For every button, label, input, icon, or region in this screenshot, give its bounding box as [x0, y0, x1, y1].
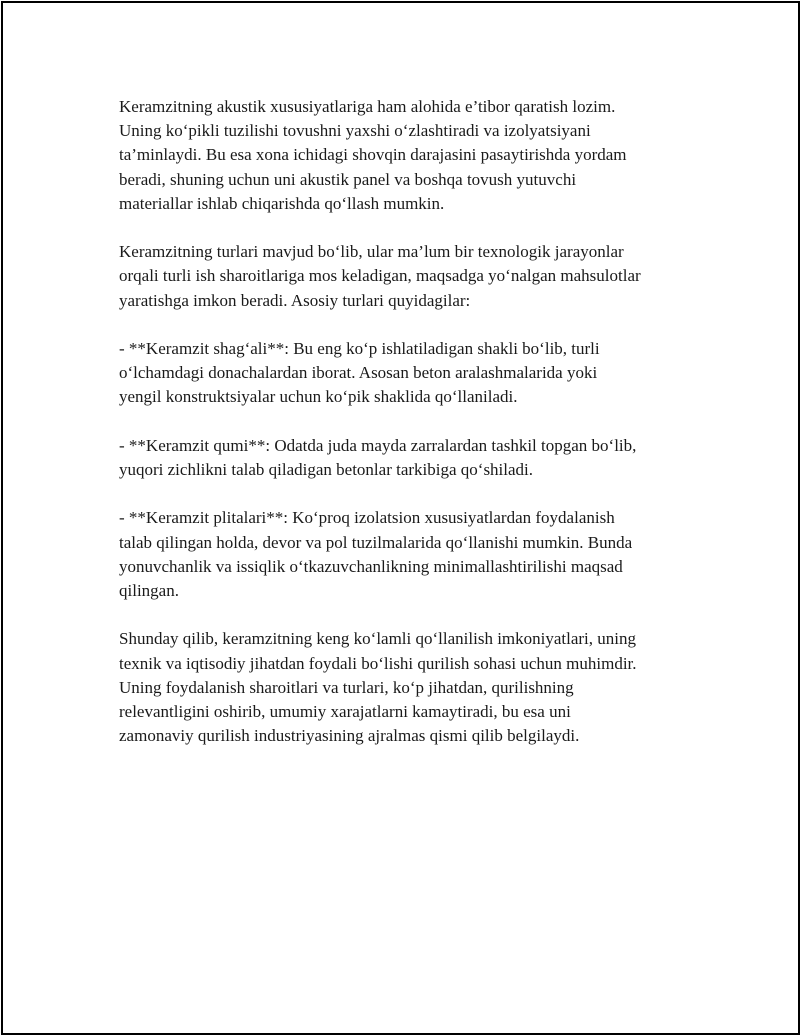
- text-line: - **Keramzit shag‘ali**: Bu eng ko‘p ishlatiladigan shakli bo‘lib, turli: [119, 339, 600, 358]
- text-line: orqali turli ish sharoitlariga mos keladigan, maqsadga yo‘nalgan mahsulotlar: [119, 266, 641, 286]
- text-line: - **Keramzit qumi**: Odatda juda mayda zarralardan tashkil topgan bo‘lib,: [119, 435, 637, 455]
- text-line: zamonaviy qurilish industriyasining ajralmas qismi qilib belgilaydi.: [119, 726, 580, 746]
- document-page: [1, 1, 800, 1035]
- text-line: Uning foydalanish sharoitlari va turlari, ko‘p jihatdan, qurilishning: [119, 677, 574, 697]
- text-line: relevantligini oshirib, umumiy xarajatlarni kamaytiradi, bu esa uni: [119, 702, 571, 721]
- text-line: yengil konstruktsiyalar uchun ko‘pik shaklida qo‘llaniladi.: [119, 387, 518, 407]
- text-line: texnik va iqtisodiy jihatdan foydali bo‘lishi qurilish sohasi uchun muhimdir.: [119, 653, 637, 673]
- text-line: Keramzitning akustik xususiyatlariga ham alohida e’tibor qaratish lozim.: [119, 97, 616, 116]
- paragraph-conclusion: [119, 627, 699, 748]
- text-line: Shunday qilib, keramzitning keng ko‘lamli qo‘llanilish imkoniyatlari, uning: [119, 629, 637, 649]
- text-line: yonuvchanlik va issiqlik o‘tkazuvchanlikning minimallashtirilishi maqsad: [119, 556, 623, 576]
- text-line: o‘lchamdagi donachalardan iborat. Asosan beton aralashmalarida yoki: [119, 363, 598, 383]
- text-line: ta’minlaydi. Bu esa xona ichidagi shovqin darajasini pasaytirishda yordam: [119, 145, 627, 165]
- paragraph-types-intro: [119, 240, 699, 313]
- text-line: materiallar ishlab chiqarishda qo‘llash mumkin.: [119, 193, 445, 213]
- text-line: Uning ko‘pikli tuzilishi tovushni yaxshi o‘zlashtiradi va izolyatsiyani: [119, 121, 591, 141]
- list-item-gravel: [119, 337, 699, 410]
- paragraph-acoustic-properties: [119, 95, 699, 216]
- text-line: beradi, shuning uchun uni akustik panel va boshqa tovush yutuvchi: [119, 169, 577, 189]
- text-line: yaratishga imkon beradi. Asosiy turlari quyidagilar:: [119, 290, 471, 310]
- text-line: qilingan.: [119, 581, 179, 600]
- text-line: yuqori zichlikni talab qiladigan betonlar tarkibiga qo‘shiladi.: [119, 460, 534, 479]
- text-line: Keramzitning turlari mavjud bo‘lib, ular ma’lum bir texnologik jarayonlar: [119, 242, 624, 262]
- text-line: talab qilingan holda, devor va pol tuzilmalarida qo‘llanishi mumkin. Bunda: [119, 532, 633, 552]
- list-item-sand: [119, 434, 699, 482]
- text-line: - **Keramzit plitalari**: Ko‘proq izolatsion xususiyatlardan foydalanish: [119, 508, 615, 528]
- list-item-slabs: [119, 506, 699, 603]
- document-body: [119, 95, 699, 748]
